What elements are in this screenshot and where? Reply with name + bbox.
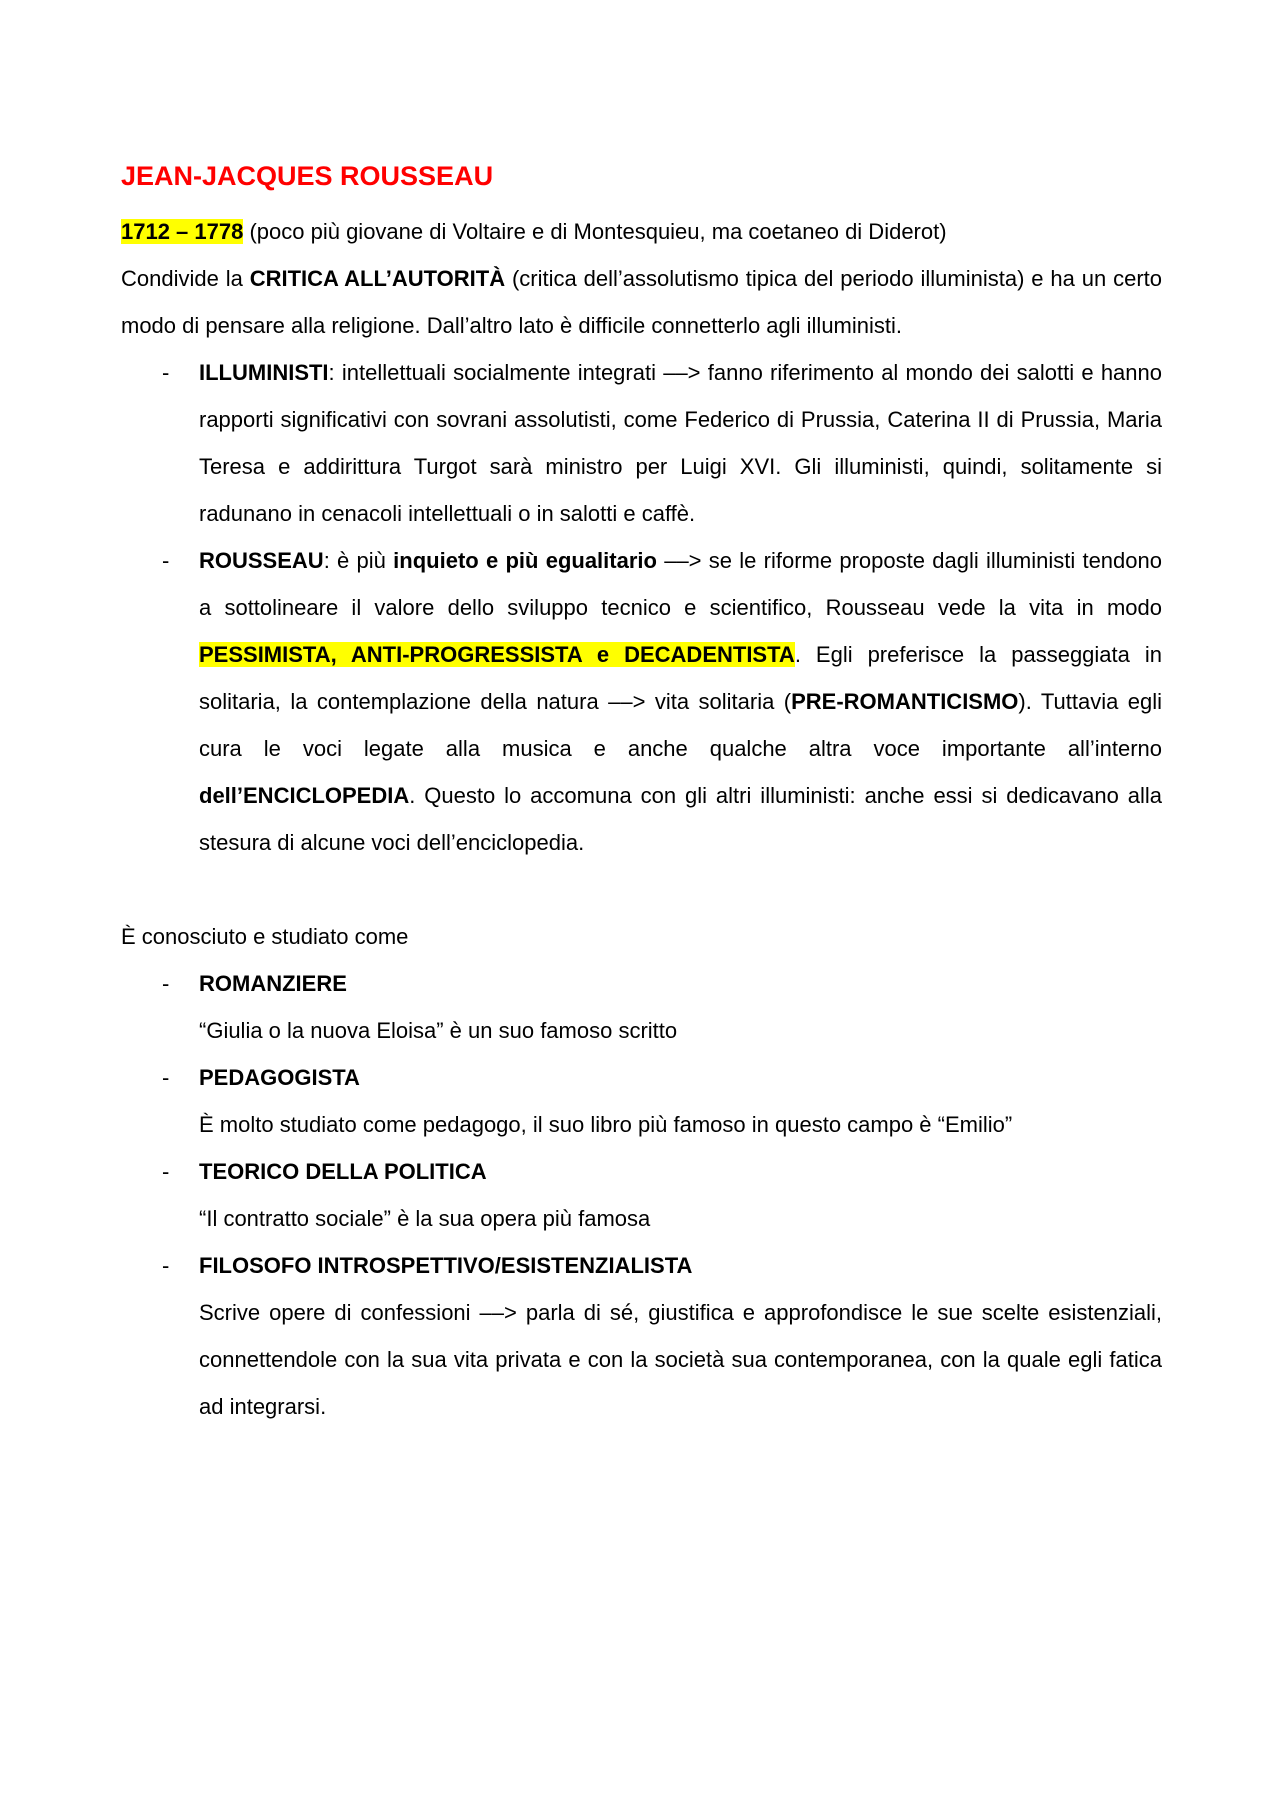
list-item-illuministi <box>121 349 1162 537</box>
item-label: ROMANZIERE <box>199 971 347 996</box>
rousseau-text-5: . Questo lo accomuna con gli altri illuministi: anche essi si dedicavano alla stesura di alcune voci dell’enciclopedia. <box>199 783 1162 855</box>
rousseau-text-2: ––> se le riforme proposte dagli illuministi tendono a sottolineare il valore dello sviluppo tecnico e scientifico, Rousseau vede la vita in modo <box>199 548 1162 620</box>
item-text: Scrive opere di confessioni ––> parla di sé, giustifica e approfondisce le sue scelte esistenziali, connettendole con la sua vita privata e con la società sua contemporanea, con la quale egli fatica ad integrarsi. <box>199 1300 1162 1419</box>
rousseau-bold-preromanticismo: PRE-ROMANTICISMO <box>791 689 1019 714</box>
item-label: TEORICO DELLA POLITICA <box>199 1159 487 1184</box>
item-label: PEDAGOGISTA <box>199 1065 360 1090</box>
dash-bullet: - <box>162 1065 170 1090</box>
illuministi-text: : intellettuali socialmente integrati ––> fanno riferimento al mondo dei salotti e hanno rapporti significativi con sovrani assolutisti, come Federico di Prussia, Caterina II di Prussia, Maria Teresa e addirittura Turgot sarà ministro per Luigi XVI. Gli illuministi, quindi, solitamente si radunano in cenacoli intellettuali o in salotti e caffè. <box>199 360 1162 526</box>
item-text: È molto studiato come pedagogo, il suo libro più famoso in questo campo è “Emilio” <box>199 1112 1013 1137</box>
rousseau-bold-inquieto: inquieto e più egualitario <box>393 548 657 573</box>
illuministi-label: ILLUMINISTI <box>199 360 329 385</box>
intro-paragraph <box>121 255 1162 349</box>
rousseau-label: ROUSSEAU <box>199 548 324 573</box>
spacer <box>121 866 1162 913</box>
dates-paragraph <box>121 208 1162 255</box>
known-as-intro: È conosciuto e studiato come <box>121 924 409 949</box>
list-item-pedagogista <box>121 1054 1162 1148</box>
contrast-list <box>121 349 1162 866</box>
dash-bullet: - <box>162 360 170 385</box>
dash-bullet: - <box>162 548 170 573</box>
item-label: FILOSOFO INTROSPETTIVO/ESISTENZIALISTA <box>199 1253 693 1278</box>
rousseau-bold-enciclopedia: dell’ENCICLOPEDIA <box>199 783 410 808</box>
intro-text-1: Condivide la <box>121 266 250 291</box>
rousseau-text-3: . Egli preferisce la passeggiata in solitaria, la contemplazione della natura ––> vita solitaria ( <box>199 642 1162 714</box>
dates-note: (poco più giovane di Voltaire e di Montesquieu, ma coetaneo di Diderot) <box>243 219 947 244</box>
dash-bullet: - <box>162 1253 170 1278</box>
dates-highlight: 1712 – 1778 <box>121 219 244 244</box>
list-item-filosofo <box>121 1242 1162 1430</box>
list-item-teorico <box>121 1148 1162 1242</box>
item-text: “Il contratto sociale” è la sua opera più famosa <box>199 1206 651 1231</box>
list-item-romanziere <box>121 960 1162 1054</box>
item-text: “Giulia o la nuova Eloisa” è un suo famoso scritto <box>199 1018 678 1043</box>
rousseau-highlight-pessimista: PESSIMISTA, ANTI-PROGRESSISTA e DECADENTISTA <box>199 642 795 667</box>
rousseau-text-1: : è più <box>323 548 394 573</box>
dash-bullet: - <box>162 971 170 996</box>
dash-bullet: - <box>162 1159 170 1184</box>
intro-bold-critica: CRITICA ALL’AUTORITÀ <box>249 266 506 291</box>
known-as-list <box>121 960 1162 1430</box>
intro-text-2: (critica dell’assolutismo tipica del periodo illuminista) e ha un certo modo di pensare alla religione. Dall’altro lato è difficile connetterlo agli illuministi. <box>121 266 1162 338</box>
document-title: JEAN-JACQUES ROUSSEAU <box>121 161 494 191</box>
list-item-rousseau <box>121 537 1162 866</box>
rousseau-text-4: ). Tuttavia egli cura le voci legate alla musica e anche qualche altra voce importante all’interno <box>199 689 1162 761</box>
